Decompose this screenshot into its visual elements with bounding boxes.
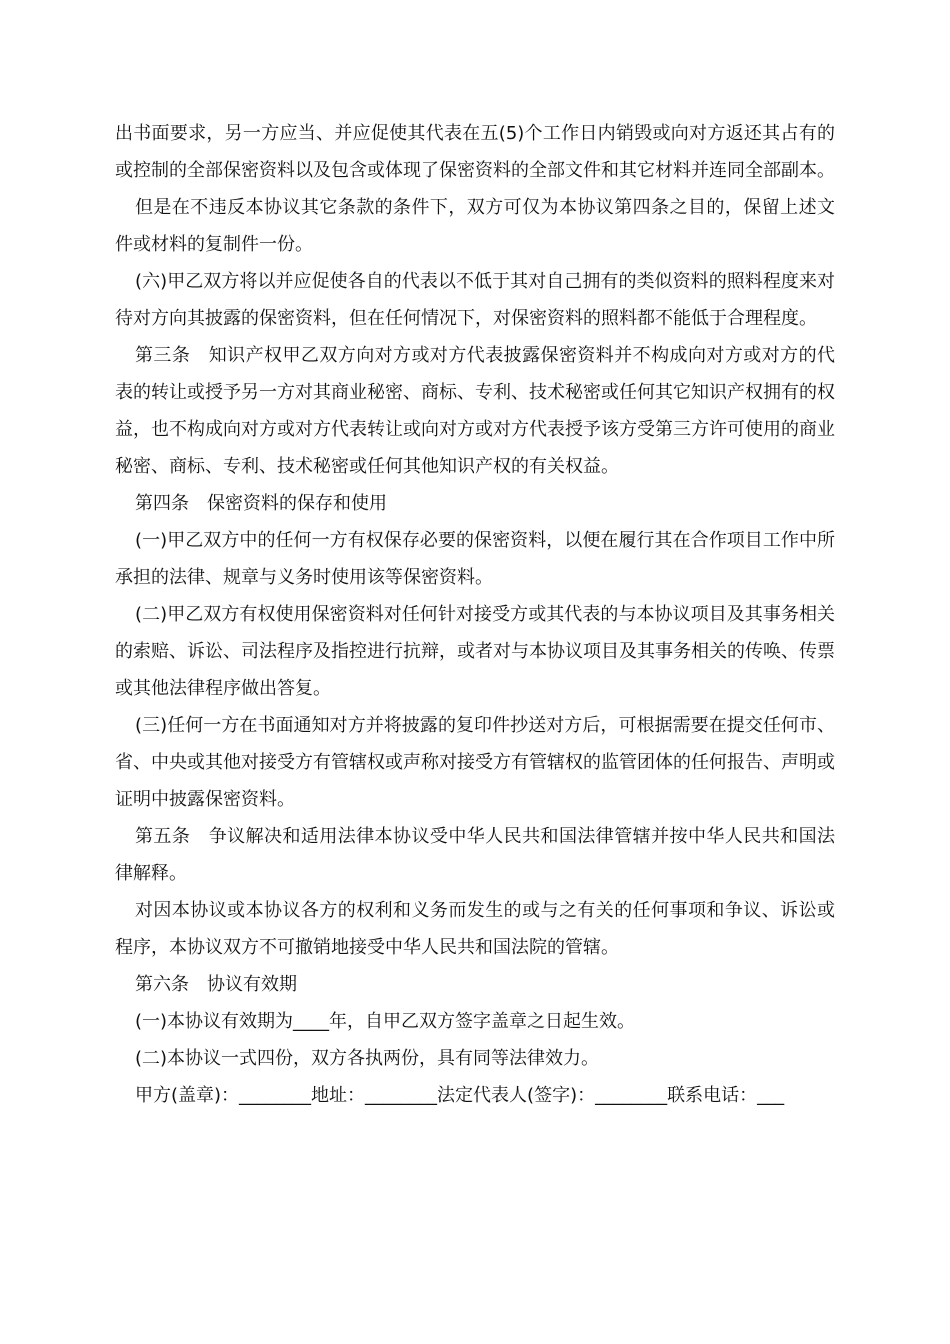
paragraph-article-5-law: 第五条 争议解决和适用法律本协议受中华人民共和国法律管辖并按中华人民共和国法律解释。 [115, 826, 835, 884]
paragraph-article-4-item-1: (一)甲乙双方中的任何一方有权保存必要的保密资料，以便在履行其在合作项目工作中所承担的法律、规章与义务时使用该等保密资料。 [115, 530, 835, 588]
signature-line-party-a: 甲方(盖章)：________地址：________法定代表人(签字)：________联系电话：___ [135, 1085, 785, 1106]
paragraph-article-4-item-3: (三)任何一方在书面通知对方并将披露的复印件抄送对方后，可根据需要在提交任何市、省、中央或其他对接受方有管辖权或声称对接受方有管辖权的监管团体的任何报告、声明或证明中披露保密资料。 [115, 715, 835, 810]
document-page [115, 115, 835, 1114]
paragraph-retain-copy: 但是在不违反本协议其它条款的条件下，双方可仅为本协议第四条之目的，保留上述文件或材料的复制件一份。 [115, 197, 835, 255]
paragraph-article-3-ip: 第三条 知识产权甲乙双方向对方或对方代表披露保密资料并不构成向对方或对方的代表的转让或授予另一方对其商业秘密、商标、专利、技术秘密或任何其它知识产权拥有的权益，也不构成向对方或对方代表转让或向对方或对方代表授予该方受第三方许可使用的商业秘密、商标、专利、技术秘密或任何其他知识产权的有关权益。 [115, 345, 835, 477]
heading-article-6: 第六条 协议有效期 [135, 974, 297, 995]
paragraph-article-4-item-2: (二)甲乙双方有权使用保密资料对任何针对接受方或其代表的与本协议项目及其事务相关的索赔、诉讼、司法程序及指控进行抗辩，或者对与本协议项目及其事务相关的传唤、传票或其他法律程序做出答复。 [115, 604, 835, 699]
paragraph-return-materials: 出书面要求，另一方应当、并应促使其代表在五(5)个工作日内销毁或向对方返还其占有的或控制的全部保密资料以及包含或体现了保密资料的全部文件和其它材料并连同全部副本。 [115, 123, 835, 181]
paragraph-article-6-item-1: (一)本协议有效期为____年，自甲乙双方签字盖章之日起生效。 [135, 1011, 636, 1032]
paragraph-article-6-item-2: (二)本协议一式四份，双方各执两份，具有同等法律效力。 [135, 1048, 600, 1069]
paragraph-clause-6-care: (六)甲乙双方将以并应促使各自的代表以不低于其对自己拥有的类似资料的照料程度来对待对方向其披露的保密资料，但在任何情况下，对保密资料的照料都不能低于合理程度。 [115, 271, 835, 329]
heading-article-4: 第四条 保密资料的保存和使用 [135, 493, 387, 514]
paragraph-jurisdiction: 对因本协议或本协议各方的权利和义务而发生的或与之有关的任何事项和争议、诉讼或程序，本协议双方不可撤销地接受中华人民共和国法院的管辖。 [115, 900, 835, 958]
